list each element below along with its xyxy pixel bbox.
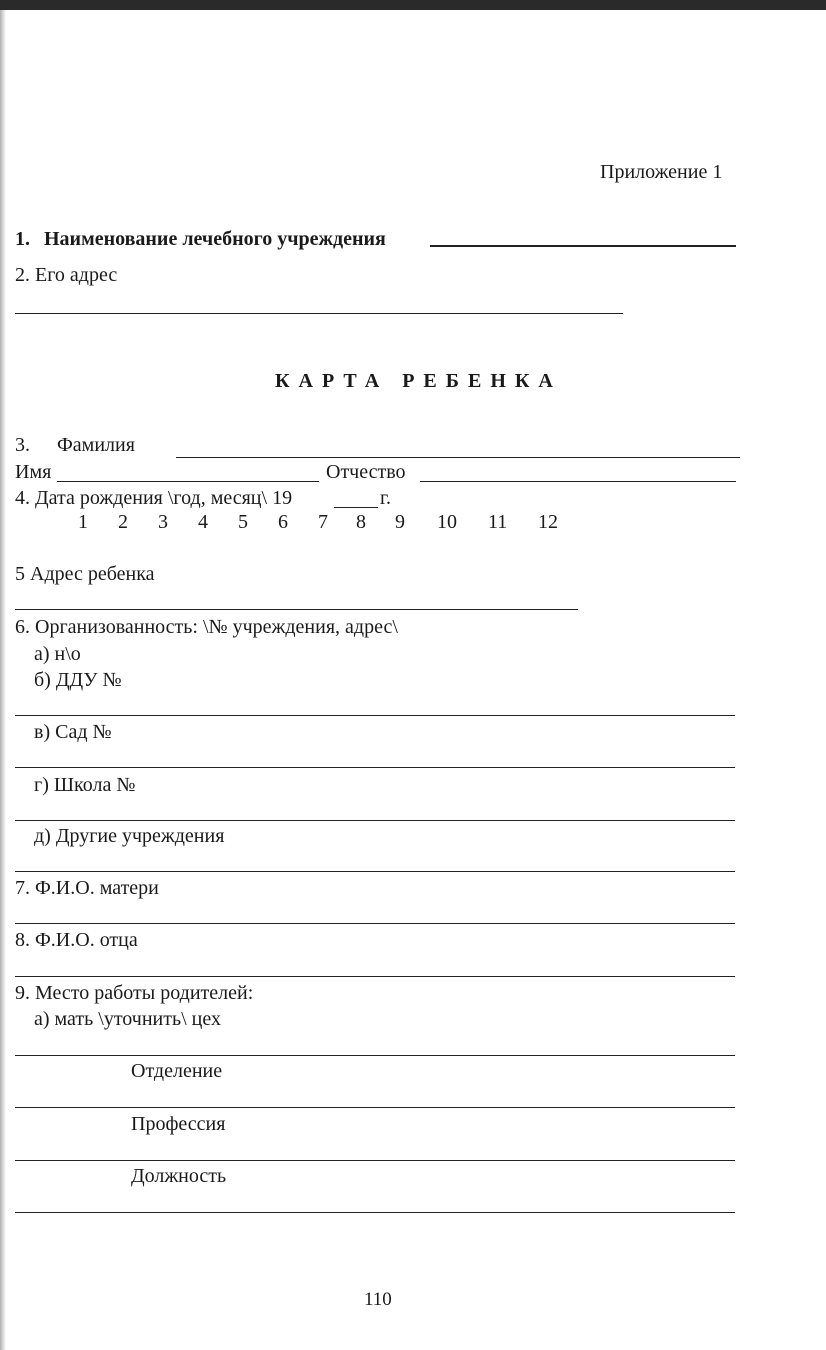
profession-label: Профессия (131, 1113, 226, 1135)
name-label: Имя (15, 461, 52, 483)
mother-name-field-line[interactable] (15, 923, 735, 924)
patronymic-field-line[interactable] (420, 481, 736, 482)
position-field-line[interactable] (15, 1212, 735, 1213)
father-name-field-line[interactable] (15, 976, 735, 977)
scan-binding-shadow (0, 10, 6, 1350)
child-address-field-line[interactable] (15, 609, 578, 610)
father-name-label: 8. Ф.И.О. отца (15, 929, 138, 951)
department-label: Отделение (131, 1060, 223, 1082)
month-option[interactable]: 12 (538, 511, 558, 533)
month-option[interactable]: 4 (198, 511, 208, 533)
other-institutions-field-line[interactable] (15, 871, 735, 872)
surname-label: Фамилия (57, 434, 135, 456)
month-option[interactable]: 8 (356, 511, 366, 533)
garden-field-line[interactable] (15, 767, 735, 768)
workplace-mother-field-line[interactable] (15, 1055, 735, 1056)
month-option[interactable]: 2 (118, 511, 128, 533)
child-address-label: 5 Адрес ребенка (15, 563, 155, 585)
profession-field-line[interactable] (15, 1160, 735, 1161)
month-option[interactable]: 3 (158, 511, 168, 533)
scan-top-border (0, 0, 826, 10)
month-option[interactable]: 9 (395, 511, 405, 533)
organization-option-b: б) ДДУ № (34, 669, 122, 691)
institution-field-line[interactable] (430, 245, 736, 247)
month-option[interactable]: 10 (437, 511, 457, 533)
birth-year-field-line[interactable] (334, 507, 378, 508)
birth-date-label: 4. Дата рождения \год, месяц\ 19 (15, 487, 293, 509)
page-number: 110 (364, 1289, 392, 1310)
mother-name-label: 7. Ф.И.О. матери (15, 877, 159, 899)
patronymic-label: Отчество (326, 461, 406, 483)
name-field-line[interactable] (57, 481, 319, 482)
month-option[interactable]: 5 (238, 511, 248, 533)
month-option[interactable]: 7 (318, 511, 328, 533)
address-field-line[interactable] (15, 313, 623, 314)
workplace-label: 9. Место работы родителей: (15, 982, 254, 1004)
appendix-label: Приложение 1 (600, 161, 723, 183)
month-option[interactable]: 6 (278, 511, 288, 533)
document-title: КАРТА РЕБЕНКА (275, 370, 562, 392)
kindergarten-ddu-field-line[interactable] (15, 715, 735, 716)
organization-option-v: в) Сад № (34, 721, 112, 743)
workplace-mother-label: а) мать \уточнить\ цех (34, 1008, 221, 1030)
organization-option-d: д) Другие учреждения (34, 825, 225, 847)
surname-number: 3. (15, 434, 30, 456)
address-label: 2. Его адрес (15, 264, 118, 286)
position-label: Должность (131, 1165, 227, 1187)
school-field-line[interactable] (15, 820, 735, 821)
month-option[interactable]: 1 (78, 511, 88, 533)
birth-year-suffix: г. (380, 487, 391, 509)
department-field-line[interactable] (15, 1107, 735, 1108)
institution-label: Наименование лечебного учреждения (44, 228, 386, 250)
organization-option-g: г) Школа № (34, 774, 136, 796)
organization-option-a: а) н\о (34, 643, 81, 665)
organization-label: 6. Организованность: \№ учреждения, адрес\ (15, 616, 398, 638)
institution-number: 1. (15, 228, 30, 250)
surname-field-line[interactable] (176, 457, 740, 458)
month-option[interactable]: 11 (488, 511, 508, 533)
